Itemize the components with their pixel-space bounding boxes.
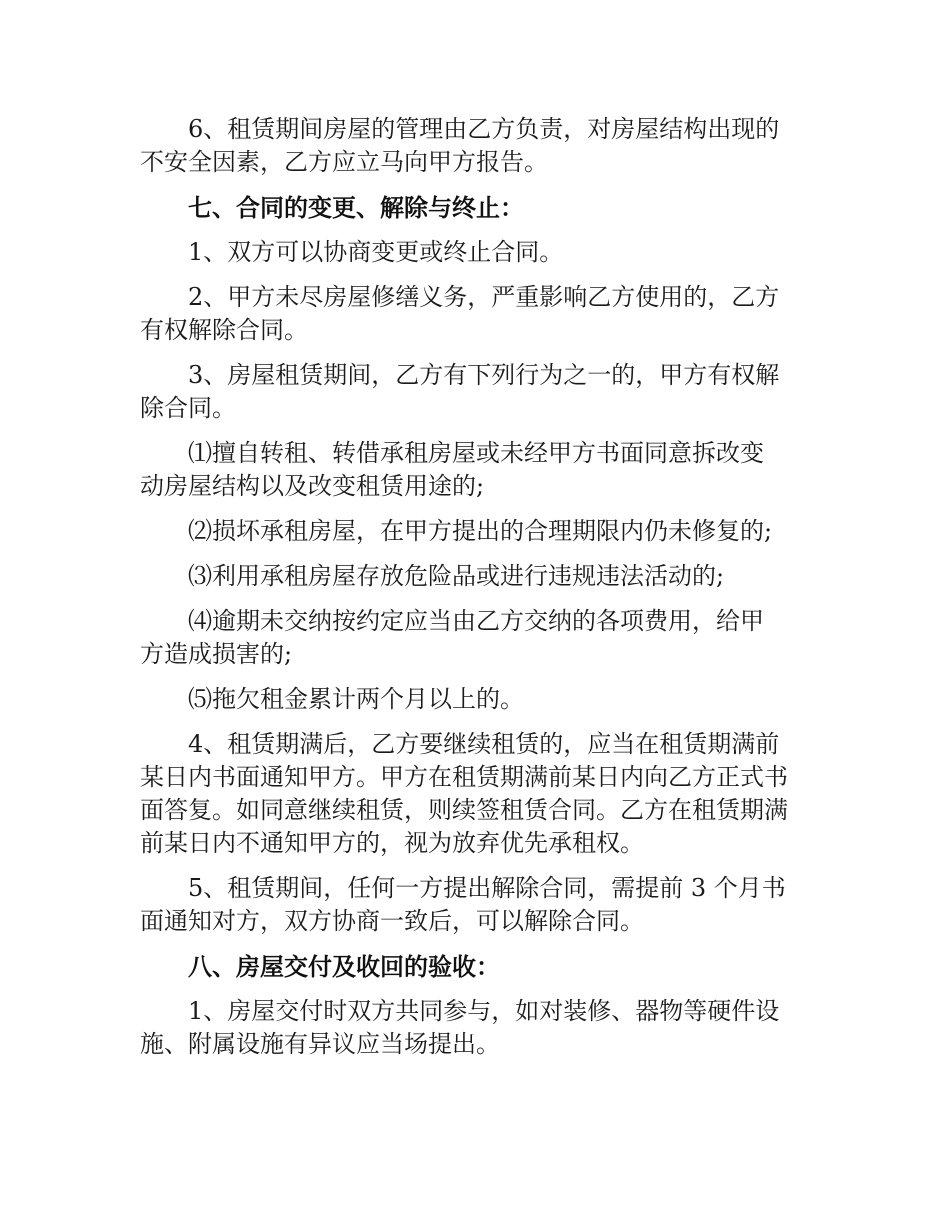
text-line: 施、附属设施有异议应当场提出。: [140, 1030, 500, 1058]
text-line: 4、租赁期满后，乙方要继续租赁的，应当在租赁期满前: [188, 730, 780, 758]
text-line: ⑵损坏承租房屋，在甲方提出的合理期限内仍未修复的;: [188, 517, 773, 545]
text-line: ⑶利用承租房屋存放危险品或进行违规违法活动的;: [188, 562, 725, 590]
text-line: 3、房屋租赁期间，乙方有下列行为之一的，甲方有权解: [188, 361, 780, 389]
clause-7-3-item-2: [140, 515, 805, 548]
text-line: ⑴擅自转租、转借承租房屋或未经甲方书面同意拆改变: [188, 439, 764, 467]
text-line: 1、双方可以协商变更或终止合同。: [188, 238, 564, 266]
text-line: 不安全因素，乙方应立马向甲方报告。: [140, 148, 548, 176]
text-line: 前某日内不通知甲方的，视为放弃优先承租权。: [140, 829, 644, 857]
clause-7-3-item-1: [140, 437, 805, 503]
text-line: 方造成损害的;: [140, 640, 293, 668]
text-line: 5、租赁期间，任何一方提出解除合同，需提前 3 个月书: [188, 874, 786, 902]
text-line: 2、甲方未尽房屋修缮义务，严重影响乙方使用的，乙方: [188, 283, 780, 311]
section-heading-8: 八、房屋交付及收回的验收：: [188, 952, 500, 981]
clause-7-1: [140, 236, 805, 269]
text-line: 面通知对方，双方协商一致后，可以解除合同。: [140, 907, 644, 935]
section-heading-7: 七、合同的变更、解除与终止：: [188, 193, 524, 222]
clause-7-3-item-5: [140, 683, 805, 716]
clause-7-5: [140, 872, 805, 938]
text-line: 某日内书面通知甲方。甲方在租赁期满前某日内向乙方正式书: [140, 763, 788, 791]
text-line: 动房屋结构以及改变租赁用途的;: [140, 472, 485, 500]
document-body: [140, 113, 805, 1073]
clause-7-4: [140, 728, 805, 860]
clause-7-2: [140, 281, 805, 347]
text-line: ⑷逾期未交纳按约定应当由乙方交纳的各项费用，给甲: [188, 607, 764, 635]
clause-6-1: [140, 113, 805, 179]
clause-7-3-item-3: [140, 560, 805, 593]
text-line: ⑸拖欠租金累计两个月以上的。: [188, 685, 524, 713]
text-line: 6、租赁期间房屋的管理由乙方负责，对房屋结构出现的: [188, 115, 780, 143]
clause-7-3: [140, 359, 805, 425]
text-line: 面答复。如同意继续租赁，则续签租赁合同。乙方在租赁期满: [140, 796, 788, 824]
clause-8-1: [140, 995, 805, 1061]
clause-7-3-item-4: [140, 605, 805, 671]
text-line: 1、房屋交付时双方共同参与，如对装修、器物等硬件设: [188, 997, 780, 1025]
text-line: 除合同。: [140, 394, 236, 422]
text-line: 有权解除合同。: [140, 316, 308, 344]
